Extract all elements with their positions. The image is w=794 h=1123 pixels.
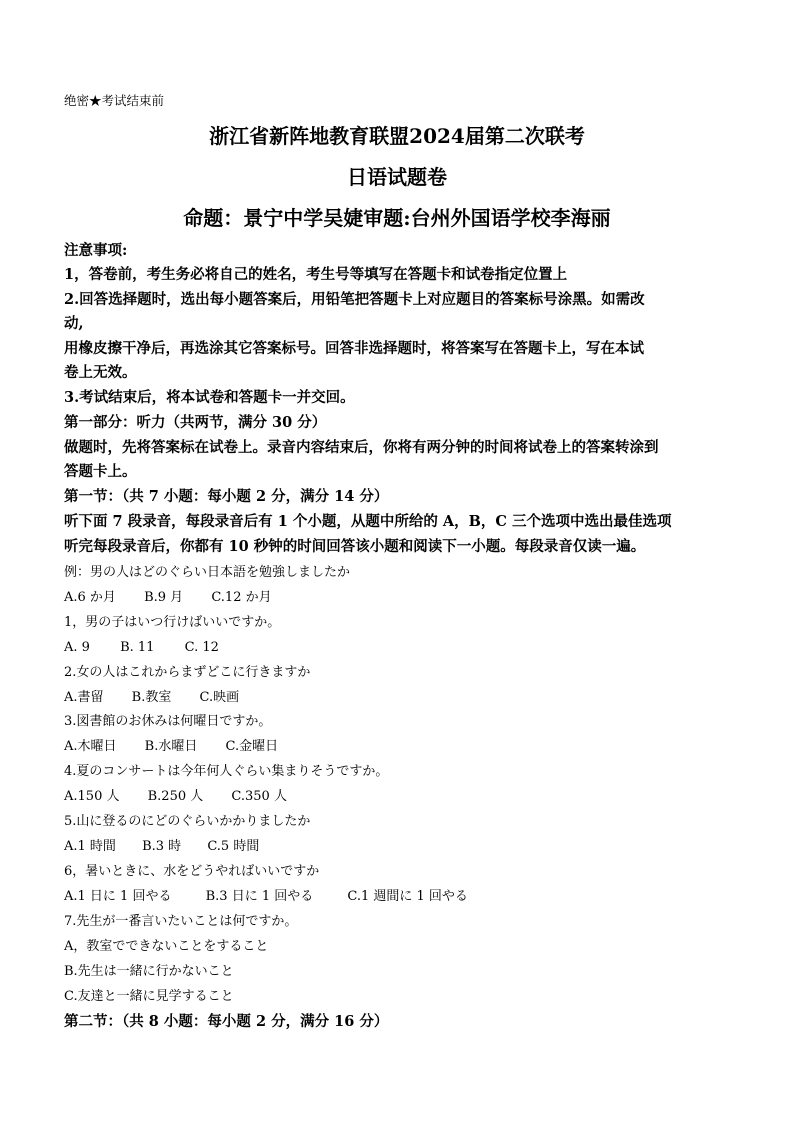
question-4: 4.夏のコンサートは今年何人ぐらい集まりそうですか。 [64,764,389,779]
note-line: 1，答卷前，考生务必将自己的姓名，考生号等填写在答题卡和试卷指定位置上 [64,266,568,283]
option-c: C.1 週間に 1 回やる [347,889,468,904]
question-3-options [64,737,278,757]
option-b: B. 11 [120,640,155,655]
note-line: 用橡皮擦干净后，再选涂其它答案标号。回答非选择题时，将答案写在答题卡上，写在本试 [64,340,644,357]
option-c: C.映画 [199,690,240,705]
option-b: B.3 日に 1 回やる [205,889,314,904]
question-7-option-a: A，教室でできないことをすること [64,939,269,954]
option-c: C.金曜日 [225,739,279,754]
question-6-options [64,887,468,907]
option-a: A.6 か月 [64,590,116,605]
section2-heading: 第二节：（共 8 小题：每小题 2 分，满分 16 分） [64,1013,389,1030]
option-a: A. 9 [64,640,90,655]
option-a: A.1 日に 1 回やる [64,889,172,904]
option-b: B.教室 [131,690,172,705]
part1-instruction: 答题卡上。 [64,463,137,480]
question-7: 7.先生が一番言いたいことは何ですか。 [64,914,298,929]
notes-heading: 注意事项: [64,242,128,259]
question-2-options [64,688,239,708]
option-b: B.3 時 [142,839,182,854]
question-2: 2.女の人はこれからまずどこに行きますか [64,665,311,680]
question-5: 5.山に登るのにどのぐらいかかりましたか [64,814,311,829]
option-c: C.12 か月 [211,590,272,605]
part1-heading: 第一部分：听力（共两节，满分 30 分） [64,414,327,431]
example-question: 例：男の人はどのぐらい日本語を勉強しましたか [64,565,351,580]
part1-instruction: 做题时，先将答案标在试卷上。录音内容结束后，你将有两分钟的时间将试卷上的答案转涂到 [64,439,659,456]
question-3: 3.図書館のお休みは何曜日ですか。 [64,714,272,729]
option-a: A.150 人 [64,789,120,804]
option-c: C.5 時間 [207,839,260,854]
question-6: 6，暑いときに、水をどうやればいいですか [64,864,320,879]
option-b: B.9 月 [144,590,184,605]
option-b: B.250 人 [147,789,204,804]
question-1: 1，男の子はいつ行けばいいですか。 [64,615,281,630]
example-options [64,588,272,608]
option-c: C.350 人 [231,789,287,804]
note-line: 3.考试结束后，将本试卷和答题卡一并交回。 [64,389,355,406]
option-a: A.書留 [64,690,104,705]
exam-title: 浙江省新阵地教育联盟2024届第二次联考 [209,124,585,148]
option-c: C. 12 [184,640,219,655]
option-a: A.1 時間 [64,839,116,854]
question-1-options [64,638,219,658]
question-7-option-c: C.友達と一緒に見学すること [64,989,234,1004]
exam-subtitle: 日语试题卷 [347,165,447,189]
question-4-options [64,787,287,807]
note-line: 2.回答选择题时，选出每小题答案后，用铅笔把答题卡上对应题目的答案标号涂黑。如需改 [64,291,645,308]
section1-heading: 第一节：（共 7 小题：每小题 2 分，满分 14 分） [64,488,389,505]
secret-mark: 绝密★考试结束前 [64,93,165,108]
note-line: 卷上无效。 [64,364,137,381]
option-a: A.木曜日 [64,739,117,754]
section1-instruction: 听下面 7 段录音，每段录音后有 1 个小题，从题中所给的 A，B，C 三个选项中选出最佳选项 [64,513,672,530]
exam-authors: 命题：景宁中学吴婕审题:台州外国语学校李海丽 [183,206,611,230]
question-5-options [64,837,259,857]
question-7-option-b: B.先生は一緒に行かないこと [64,964,234,979]
option-b: B.水曜日 [144,739,198,754]
section1-instruction: 听完每段录音后，你都有 10 秒钟的时间回答该小题和阅读下一小题。每段录音仅读一遍。 [64,538,646,555]
note-line: 动, [64,315,84,332]
